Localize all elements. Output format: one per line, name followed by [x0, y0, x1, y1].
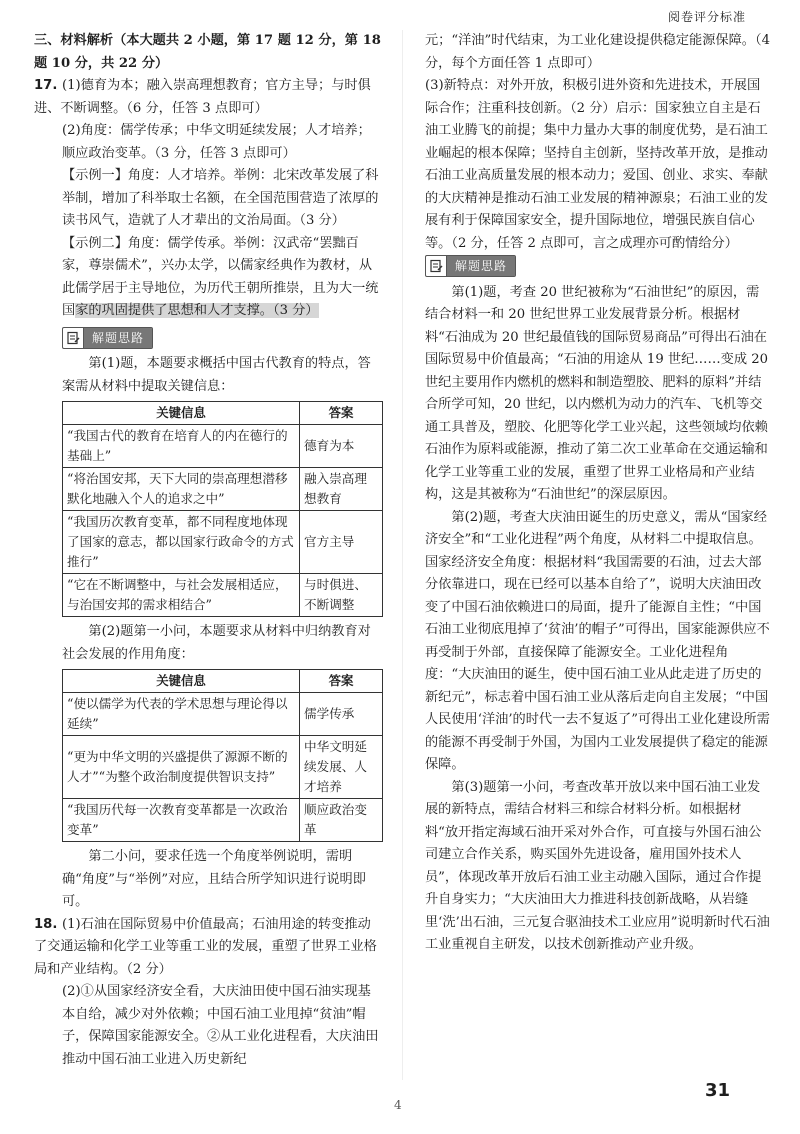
table-header-row — [63, 670, 383, 693]
table-header-row — [63, 402, 383, 425]
q18-number: 18. — [34, 916, 58, 932]
notepad-icon — [426, 256, 447, 276]
section-heading: 三、材料解析（本大题共 2 小题，第 17 题 12 分，第 18 题 10 分，共 22 分） — [34, 33, 381, 71]
table-header-key: 关键信息 — [63, 670, 300, 693]
column-divider — [402, 30, 403, 1080]
table-cell-key: “更为中华文明的兴盛提供了源源不断的人才”“为整个政治制度提供智识支持” — [63, 736, 300, 799]
q17-part2: (2)角度：儒学传承；中华文明延续发展；人才培养；顺应政治变革。（3 分，任答 3 点即可） — [62, 123, 371, 161]
left-column — [34, 30, 383, 1071]
table-row — [63, 693, 383, 736]
table-cell-answer: 融入崇高理想教育 — [300, 468, 383, 511]
q17-number: 17. — [34, 78, 58, 93]
table-cell-key: “它在不断调整中，与社会发展相适应，与治国安邦的需求相结合” — [63, 574, 300, 617]
table-row — [63, 799, 383, 842]
table-cell-answer: 中华文明延续发展、人才培养 — [300, 736, 383, 799]
question-17 — [34, 75, 383, 914]
q18-part3: (3)新特点：对外开放，积极引进外资和先进技术，开展国际合作；注重科技创新。（2 分）启示：国家独立自主是石油工业腾飞的前提；集中力量办大事的制度优势，是石油工业崛起的根本保障；坚持自主创新，坚持改革开放，是推动石油工业高质量发展的根本动力；爱国、创业、求实、奉献的大庆精神是推动石油工业发展的精神源泉；石油工业的发展有利于保障国家安全，提升国际地位，增强民族自信心等。（2 分，任答 2 点即可，言之成理亦可酌情给分） — [425, 78, 768, 251]
table-row — [63, 468, 383, 511]
q18-part2: (2)①从国家经济安全看，大庆油田使中国石油实现基本自给，减少对外依赖；中国石油工业甩掉“贫油”帽子，保障国家能源安全。②从工业化进程看，大庆油田推动中国石油工业进入历史新纪 — [62, 984, 379, 1067]
q18-part1 — [34, 914, 383, 982]
key-info-table-2 — [62, 669, 383, 842]
analysis-tag — [62, 327, 153, 349]
table-row — [63, 425, 383, 468]
page-number: 31 — [704, 1080, 730, 1101]
key-info-table-1 — [62, 401, 383, 617]
q17-example2-highlight: 家的巩固提供了思想和人才支撑。（3 分） — [75, 303, 319, 318]
table-row — [63, 574, 383, 617]
q18-part2-continued: 元；“洋油”时代结束，为工业化建设提供稳定能源保障。（4 分，每个方面任答 1 点即可） — [425, 33, 770, 71]
table-cell-answer: 德育为本 — [300, 425, 383, 468]
q18-analysis-part1: 第(1)题，考查 20 世纪被称为“石油世纪”的原因，需结合材料一和 20 世纪世界工业发展背景分析。根据材料“石油成为 20 世纪最值钱的国际贸易商品”可得出石油在国际贸易中价值最高；“石油的用途从 19 世纪……变成 20 世纪主要用作内燃机的燃料和制造塑胶、肥料的原料”并结合所学可知，20 世纪，以内燃机为动力的汽车、飞机等交通工具普及，塑胶、化肥等化学工业兴起，这些领域均依赖石油作为原料或能源，推动了第二次工业革命在交通运输和化学工业等重工业的发展，重塑了世界工业格局和产业结构，这是其被称为“石油世纪”的深层原因。 — [425, 284, 769, 502]
analysis-tag-label: 解题思路 — [447, 256, 515, 276]
q17-part1-text: (1)德育为本；融入崇高理想教育；官方主导；与时俱进、不断调整。（6 分，任答 3 点即可） — [34, 78, 371, 116]
q18-analysis-part2: 第(2)题，考查大庆油田诞生的历史意义，需从“国家经济安全”和“工业化进程”两个角度，从材料二中提取信息。国家经济安全角度：根据材料“我国需要的石油，过去大部分依靠进口，现在已经可以基本自给了”，说明大庆油田改变了中国石油依赖进口的局面，提升了能源自主性；“中国石油工业彻底甩掉了‘贫油’的帽子”可得出，国家能源供应不再受制于外部，直接保障了能源安全。工业化进程角度：“大庆油田的诞生，使中国石油工业从此走进了历史的新纪元”，标志着中国石油工业从落后走向自主发展；“中国人民使用‘洋油’的时代一去不复返了”可得出工业化建设所需的能源不再受制于外国，为国内工业发展提供了稳定的能源保障。 — [425, 509, 770, 772]
q17-analysis-intro1: 第(1)题，本题要求概括中国古代教育的特点，答案需从材料中提取关键信息： — [62, 356, 371, 394]
analysis-tag-label: 解题思路 — [84, 328, 152, 348]
table-header-answer: 答案 — [300, 670, 383, 693]
q17-part1 — [34, 75, 383, 120]
table-cell-key: “我国古代的教育在培育人的内在德行的基础上” — [63, 425, 300, 468]
q17-analysis-part2: 第二小问，要求任选一个角度举例说明，需明确“角度”与“举例”对应，且结合所学知识进行说明即可。 — [62, 849, 366, 909]
table-header-answer: 答案 — [300, 402, 383, 425]
q18-analysis-part3: 第(3)题第一小问，考查改革开放以来中国石油工业发展的新特点，需结合材料三和综合材料分析。如根据材料“放开指定海域石油开采对外合作，可直接与外国石油公司建立合作关系，购买国外先进设备，雇用国外技术人员”，体现改革开放后石油工业主动融入国际，通过合作提升自身实力；“大庆油田大力推进科技创新战略，从岩缝里‘洗’出石油，三元复合驱油技术工业应用”说明新时代石油工业重视自主研发，以技术创新推动产业升级。 — [425, 779, 770, 952]
table-row — [63, 736, 383, 799]
table-cell-key: “使以儒学为代表的学术思想与理论得以延续” — [63, 693, 300, 736]
right-column — [425, 30, 771, 957]
table-header-key: 关键信息 — [63, 402, 300, 425]
table-row — [63, 511, 383, 574]
table-cell-answer: 顺应政治变革 — [300, 799, 383, 842]
table-cell-answer: 儒学传承 — [300, 693, 383, 736]
table-cell-key: “我国历代每一次教育变革都是一次政治变革” — [63, 799, 300, 842]
analysis-tag — [425, 255, 516, 277]
sheet-number: 4 — [394, 1098, 402, 1112]
q17-analysis — [34, 323, 383, 914]
q17-analysis-intro2: 第(2)题第一小问，本题要求从材料中归纳教育对社会发展的作用角度： — [62, 624, 371, 662]
table-cell-key: “我国历次教育变革，都不同程度地体现了国家的意志，都以国家行政命令的方式推行” — [63, 511, 300, 574]
table-cell-answer: 官方主导 — [300, 511, 383, 574]
q17-example2 — [34, 233, 383, 323]
table-cell-key: “将治国安邦，天下大同的崇高理想潜移默化地融入个人的追求之中” — [63, 468, 300, 511]
q18-part1-text: (1)石油在国际贸易中价值最高；石油用途的转变推动了交通运输和化学工业等重工业的发展，重塑了世界工业格局和产业结构。（2 分） — [34, 916, 377, 977]
question-18 — [34, 914, 383, 1072]
q17-example2-text: 【示例二】角度：儒学传承。举例：汉武帝“罢黜百家，尊崇儒术”，兴办太学，以儒家经典作为教材，从此儒学居于主导地位，为历代王朝所推崇，且为大一统国 — [62, 235, 379, 318]
q17-example1: 【示例一】角度：人才培养。举例：北宋改革发展了科举制，增加了科举取士名额，在全国范围营造了浓厚的读书风气，造就了人才辈出的文治局面。（3 分） — [62, 168, 379, 228]
page-header-title: 阅卷评分标准 — [667, 10, 746, 24]
notepad-icon — [63, 328, 84, 348]
table-cell-answer: 与时俱进、不断调整 — [300, 574, 383, 617]
